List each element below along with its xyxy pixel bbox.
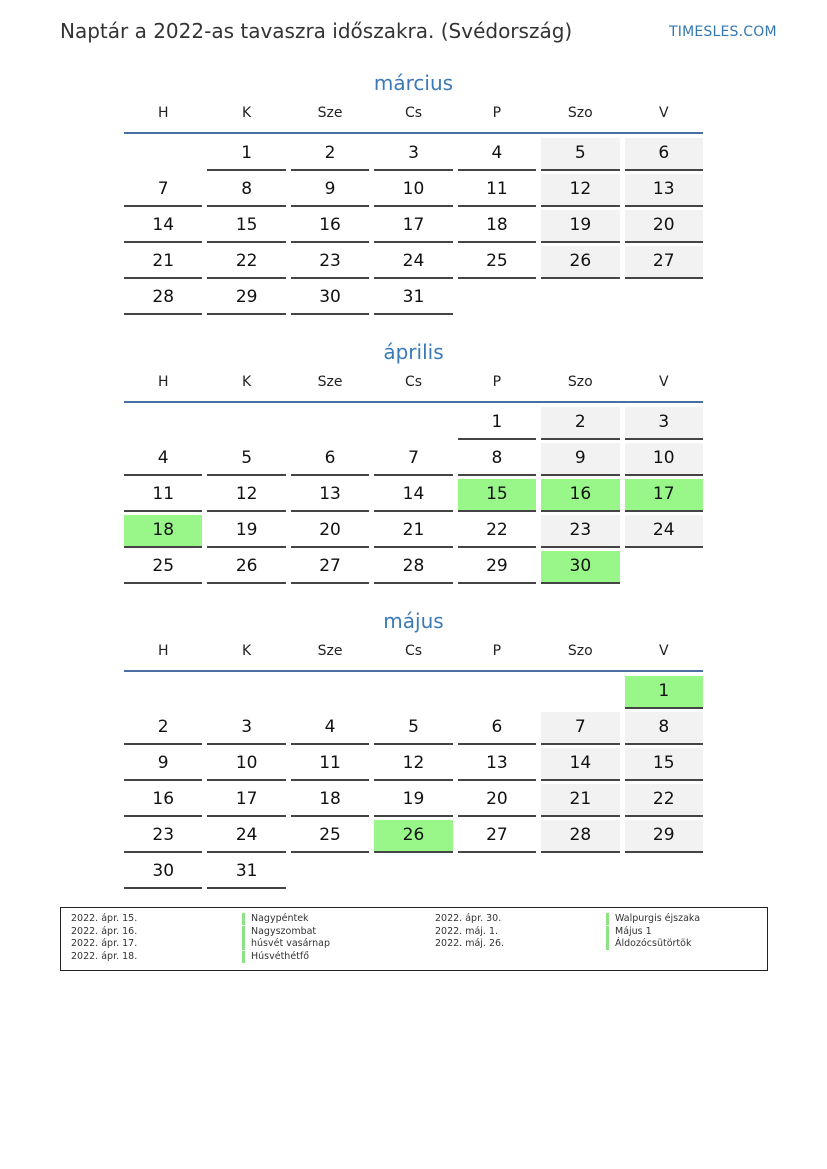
weeks-grid (124, 407, 703, 587)
day-cell[interactable]: 25 (458, 246, 536, 279)
holiday-day-cell[interactable]: 1 (625, 676, 703, 709)
empty-day-cell (625, 551, 703, 582)
legend-holiday-name: Nagyszombat (251, 926, 317, 937)
legend-holiday-name: Walpurgis éjszaka (615, 913, 701, 924)
day-cell[interactable]: 23 (291, 246, 369, 279)
day-cell[interactable]: 11 (291, 748, 369, 781)
holiday-color-marker (606, 913, 609, 925)
legend-date: 2022. ápr. 16. (71, 926, 138, 937)
day-cell[interactable]: 1 (458, 407, 536, 440)
week-row (124, 407, 703, 443)
holiday-day-cell[interactable]: 17 (625, 479, 703, 512)
empty-day-cell (124, 138, 202, 169)
day-cell[interactable]: 8 (207, 174, 285, 207)
day-cell[interactable]: 17 (374, 210, 452, 243)
day-cell[interactable]: 7 (374, 443, 452, 476)
month-calendar (124, 337, 703, 587)
day-cell[interactable]: 8 (458, 443, 536, 476)
day-cell[interactable]: 27 (458, 820, 536, 853)
empty-day-cell (458, 856, 536, 887)
empty-day-cell (291, 676, 369, 707)
day-cell[interactable]: 20 (458, 784, 536, 817)
day-cell[interactable]: 29 (458, 551, 536, 584)
empty-day-cell (374, 407, 452, 438)
day-cell[interactable]: 20 (625, 210, 703, 243)
weekday-label: Sze (317, 374, 343, 390)
day-cell[interactable]: 30 (291, 282, 369, 315)
legend-entry (61, 951, 401, 963)
weekday-label: K (242, 643, 252, 659)
day-cell[interactable]: 19 (374, 784, 452, 817)
holiday-legend (60, 907, 768, 971)
legend-entry (61, 913, 401, 925)
day-cell[interactable]: 14 (374, 479, 452, 512)
holiday-day-cell[interactable]: 30 (541, 551, 619, 584)
holiday-color-marker (242, 926, 245, 938)
day-cell[interactable]: 7 (124, 174, 202, 207)
legend-date: 2022. máj. 1. (435, 926, 499, 937)
empty-day-cell (458, 676, 536, 707)
day-cell[interactable]: 21 (374, 515, 452, 548)
day-cell[interactable]: 31 (207, 856, 285, 889)
weekday-label: Cs (404, 105, 423, 121)
legend-entry (425, 913, 765, 925)
month-calendar (124, 68, 703, 318)
legend-holiday-name: Húsvéthétfő (251, 951, 310, 962)
weekday-label: K (242, 374, 252, 390)
holiday-color-marker (606, 938, 609, 950)
site-logo-link[interactable]: TIMESLES.COM (669, 24, 777, 40)
weekday-label: H (157, 374, 169, 390)
day-cell[interactable]: 26 (541, 246, 619, 279)
day-cell[interactable]: 19 (541, 210, 619, 243)
empty-day-cell (374, 856, 452, 887)
day-cell[interactable]: 23 (124, 820, 202, 853)
day-cell[interactable]: 2 (124, 712, 202, 745)
weekday-label: Szo (567, 643, 593, 659)
holiday-day-cell[interactable]: 18 (124, 515, 202, 548)
day-cell[interactable]: 16 (291, 210, 369, 243)
week-row (124, 246, 703, 282)
weekday-label: V (658, 374, 669, 390)
day-cell[interactable]: 1 (207, 138, 285, 171)
day-cell[interactable]: 13 (458, 748, 536, 781)
week-row (124, 479, 703, 515)
day-cell[interactable]: 26 (207, 551, 285, 584)
day-cell[interactable]: 9 (541, 443, 619, 476)
legend-holiday-name: húsvét vasárnap (251, 938, 331, 949)
page-title: Naptár a 2022-as tavaszra időszakra. (Svédország) (60, 19, 573, 43)
day-cell[interactable]: 12 (374, 748, 452, 781)
day-cell[interactable]: 25 (291, 820, 369, 853)
day-cell[interactable]: 13 (291, 479, 369, 512)
empty-day-cell (541, 282, 619, 313)
month-calendar (124, 606, 703, 892)
empty-day-cell (291, 407, 369, 438)
empty-day-cell (458, 282, 536, 313)
weeks-grid (124, 676, 703, 892)
week-row (124, 443, 703, 479)
day-cell[interactable]: 12 (207, 479, 285, 512)
weekday-label: Sze (317, 105, 343, 121)
day-cell[interactable]: 30 (124, 856, 202, 889)
week-row (124, 282, 703, 318)
day-cell[interactable]: 13 (625, 174, 703, 207)
legend-entry (425, 926, 765, 938)
legend-date: 2022. ápr. 15. (71, 913, 138, 924)
day-cell[interactable]: 22 (458, 515, 536, 548)
month-title: május (383, 609, 444, 633)
empty-day-cell (207, 407, 285, 438)
empty-day-cell (124, 407, 202, 438)
empty-day-cell (625, 856, 703, 887)
day-cell[interactable]: 8 (625, 712, 703, 745)
week-row (124, 784, 703, 820)
legend-entry (61, 938, 401, 950)
week-row (124, 748, 703, 784)
day-cell[interactable]: 15 (625, 748, 703, 781)
legend-entry (425, 938, 765, 950)
day-cell[interactable]: 17 (207, 784, 285, 817)
holiday-day-cell[interactable]: 15 (458, 479, 536, 512)
holiday-color-marker (242, 938, 245, 950)
day-cell[interactable]: 12 (541, 174, 619, 207)
day-cell[interactable]: 6 (625, 138, 703, 171)
weekday-label: V (658, 105, 669, 121)
empty-day-cell (541, 676, 619, 707)
holiday-color-marker (242, 913, 245, 925)
day-cell[interactable]: 28 (541, 820, 619, 853)
legend-entry (61, 926, 401, 938)
day-cell[interactable]: 22 (625, 784, 703, 817)
weekday-label: H (157, 105, 169, 121)
weeks-grid (124, 138, 703, 318)
day-cell[interactable]: 25 (124, 551, 202, 584)
day-cell[interactable]: 24 (207, 820, 285, 853)
day-cell[interactable]: 14 (124, 210, 202, 243)
weekday-label: K (242, 105, 252, 121)
weekday-label: Szo (567, 374, 593, 390)
weekday-label: Szo (567, 105, 593, 121)
month-title: április (383, 340, 444, 364)
day-cell[interactable]: 4 (124, 443, 202, 476)
day-cell[interactable]: 29 (207, 282, 285, 315)
day-cell[interactable]: 3 (374, 138, 452, 171)
week-row (124, 210, 703, 246)
day-cell[interactable]: 5 (374, 712, 452, 745)
day-cell[interactable]: 23 (541, 515, 619, 548)
legend-date: 2022. ápr. 30. (435, 913, 502, 924)
weekday-header (124, 369, 703, 403)
day-cell[interactable]: 10 (207, 748, 285, 781)
weekday-label: P (492, 105, 502, 121)
day-cell[interactable]: 3 (625, 407, 703, 440)
day-cell[interactable]: 9 (291, 174, 369, 207)
day-cell[interactable]: 6 (291, 443, 369, 476)
day-cell[interactable]: 31 (374, 282, 452, 315)
week-row (124, 820, 703, 856)
day-cell[interactable]: 19 (207, 515, 285, 548)
day-cell[interactable]: 27 (625, 246, 703, 279)
day-cell[interactable]: 3 (207, 712, 285, 745)
weekday-label: V (658, 643, 669, 659)
legend-holiday-name: Május 1 (615, 926, 652, 937)
holiday-day-cell[interactable]: 26 (374, 820, 452, 853)
weekday-label: Sze (317, 643, 343, 659)
day-cell[interactable]: 10 (374, 174, 452, 207)
empty-day-cell (124, 676, 202, 707)
week-row (124, 676, 703, 712)
weekday-label: Cs (404, 374, 423, 390)
weekday-header (124, 638, 703, 672)
legend-date: 2022. ápr. 17. (71, 938, 138, 949)
week-row (124, 138, 703, 174)
weekday-label: Cs (404, 643, 423, 659)
day-cell[interactable]: 5 (207, 443, 285, 476)
day-cell[interactable]: 2 (291, 138, 369, 171)
day-cell[interactable]: 6 (458, 712, 536, 745)
day-cell[interactable]: 18 (291, 784, 369, 817)
empty-day-cell (625, 282, 703, 313)
day-cell[interactable]: 11 (458, 174, 536, 207)
day-cell[interactable]: 18 (458, 210, 536, 243)
empty-day-cell (374, 676, 452, 707)
weekday-label: H (157, 643, 169, 659)
empty-day-cell (541, 856, 619, 887)
day-cell[interactable]: 4 (458, 138, 536, 171)
week-row (124, 856, 703, 892)
week-row (124, 712, 703, 748)
week-row (124, 174, 703, 210)
holiday-day-cell[interactable]: 16 (541, 479, 619, 512)
holiday-color-marker (606, 926, 609, 938)
day-cell[interactable]: 24 (374, 246, 452, 279)
day-cell[interactable]: 10 (625, 443, 703, 476)
empty-day-cell (207, 676, 285, 707)
day-cell[interactable]: 28 (124, 282, 202, 315)
day-cell[interactable]: 29 (625, 820, 703, 853)
day-cell[interactable]: 9 (124, 748, 202, 781)
day-cell[interactable]: 22 (207, 246, 285, 279)
day-cell[interactable]: 11 (124, 479, 202, 512)
weekday-label: P (492, 643, 502, 659)
day-cell[interactable]: 7 (541, 712, 619, 745)
day-cell[interactable]: 4 (291, 712, 369, 745)
day-cell[interactable]: 2 (541, 407, 619, 440)
day-cell[interactable]: 5 (541, 138, 619, 171)
legend-holiday-name: Nagypéntek (251, 913, 309, 924)
week-row (124, 515, 703, 551)
day-cell[interactable]: 21 (124, 246, 202, 279)
day-cell[interactable]: 16 (124, 784, 202, 817)
day-cell[interactable]: 28 (374, 551, 452, 584)
legend-date: 2022. ápr. 18. (71, 951, 138, 962)
day-cell[interactable]: 21 (541, 784, 619, 817)
holiday-color-marker (242, 951, 245, 963)
empty-day-cell (291, 856, 369, 887)
month-title: március (373, 71, 454, 95)
day-cell[interactable]: 27 (291, 551, 369, 584)
day-cell[interactable]: 20 (291, 515, 369, 548)
legend-holiday-name: Áldozócsütörtök (615, 938, 692, 949)
legend-date: 2022. máj. 26. (435, 938, 505, 949)
day-cell[interactable]: 15 (207, 210, 285, 243)
week-row (124, 551, 703, 587)
weekday-header (124, 100, 703, 134)
day-cell[interactable]: 24 (625, 515, 703, 548)
day-cell[interactable]: 14 (541, 748, 619, 781)
weekday-label: P (492, 374, 502, 390)
